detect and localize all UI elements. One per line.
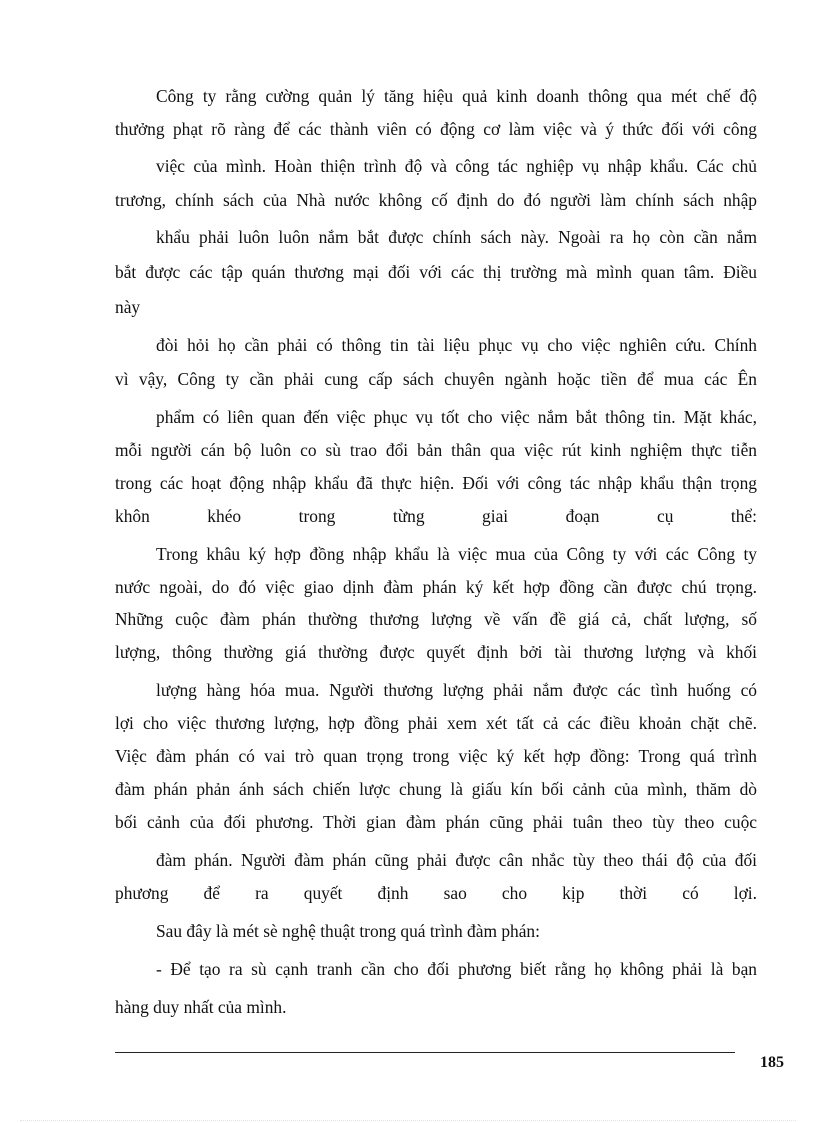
text-line: vì vậy, Công ty cần phải cung cấp sách chuyên ngành hoặc tiền để mua các Ên — [115, 369, 757, 389]
text-line: lợi cho việc thương lượng, hợp đồng phải xem xét tất cả các điều khoản chặt chẽ. — [115, 713, 757, 733]
text-line: bối cảnh của đối phương. Thời gian đàm phán cũng phải tuân theo tùy theo cuộc — [115, 812, 757, 832]
text-line: khẩu phải luôn luôn nắm bắt được chính sách này. Ngoài ra họ còn cần nắm — [156, 227, 757, 247]
text-line: khôn khéo trong từng giai đoạn cụ thể: — [115, 506, 757, 526]
page-number: 185 — [760, 1054, 784, 1071]
text-line: đàm phán. Người đàm phán cũng phải được cân nhắc tùy theo thái độ của đối — [156, 850, 757, 870]
text-line: bắt được các tập quán thương mại đối với các thị trường mà mình quan tâm. Điều — [115, 262, 757, 282]
text-line: Công ty rằng cường quản lý tăng hiệu quả kinh doanh thông qua mét chế độ — [156, 86, 757, 106]
text-line: Sau đây là mét sè nghệ thuật trong quá trình đàm phán: — [156, 921, 540, 941]
text-line: phẩm có liên quan đến việc phục vụ tốt cho việc nắm bắt thông tin. Mặt khác, — [156, 407, 757, 427]
text-line: - Để tạo ra sù cạnh tranh cần cho đối phương biết rằng họ không phải là bạn — [156, 959, 757, 979]
text-line: thưởng phạt rõ ràng để các thành viên có động cơ làm việc và ý thức đối với công — [115, 119, 757, 139]
text-line: Việc đàm phán có vai trò quan trọng trong việc ký kết hợp đồng: Trong quá trình — [115, 746, 757, 766]
text-line: này — [115, 297, 141, 317]
text-line: lượng hàng hóa mua. Người thương lượng phải nắm được các tình huống có — [156, 680, 757, 700]
footer-rule — [115, 1052, 735, 1053]
text-line: Những cuộc đàm phán thường thương lượng về vấn đề giá cả, chất lượng, số — [115, 609, 757, 629]
text-line: hàng duy nhất của mình. — [115, 997, 287, 1017]
text-line: phương để ra quyết định sao cho kịp thời có lợi. — [115, 883, 757, 903]
text-line: trong các hoạt động nhập khẩu đã thực hiện. Đối với công tác nhập khẩu thận trọng — [115, 473, 757, 493]
text-line: việc của mình. Hoàn thiện trình độ và công tác nghiệp vụ nhập khẩu. Các chủ — [156, 156, 757, 176]
text-line: lượng, thông thường giá thường được quyết định bởi tài thương lượng và khối — [115, 642, 757, 662]
page-edge-divider — [20, 1120, 796, 1121]
text-line: đàm phán phản ánh sách chiến lược chung là giấu kín bối cảnh của mình, thăm dò — [115, 779, 757, 799]
text-line: nước ngoài, do đó việc giao dịnh đàm phán ký kết hợp đồng cần được chú trọng. — [115, 577, 757, 597]
text-line: Trong khâu ký hợp đồng nhập khẩu là việc mua của Công ty với các Công ty — [156, 544, 757, 564]
text-line: trương, chính sách của Nhà nước không cố định do đó người làm chính sách nhập — [115, 190, 757, 210]
text-line: mỗi người cán bộ luôn co sù trao đổi bản thân qua việc rút kinh nghiệm thực tiễn — [115, 440, 757, 460]
text-line: đòi hỏi họ cần phải có thông tin tài liệu phục vụ cho việc nghiên cứu. Chính — [156, 335, 757, 355]
